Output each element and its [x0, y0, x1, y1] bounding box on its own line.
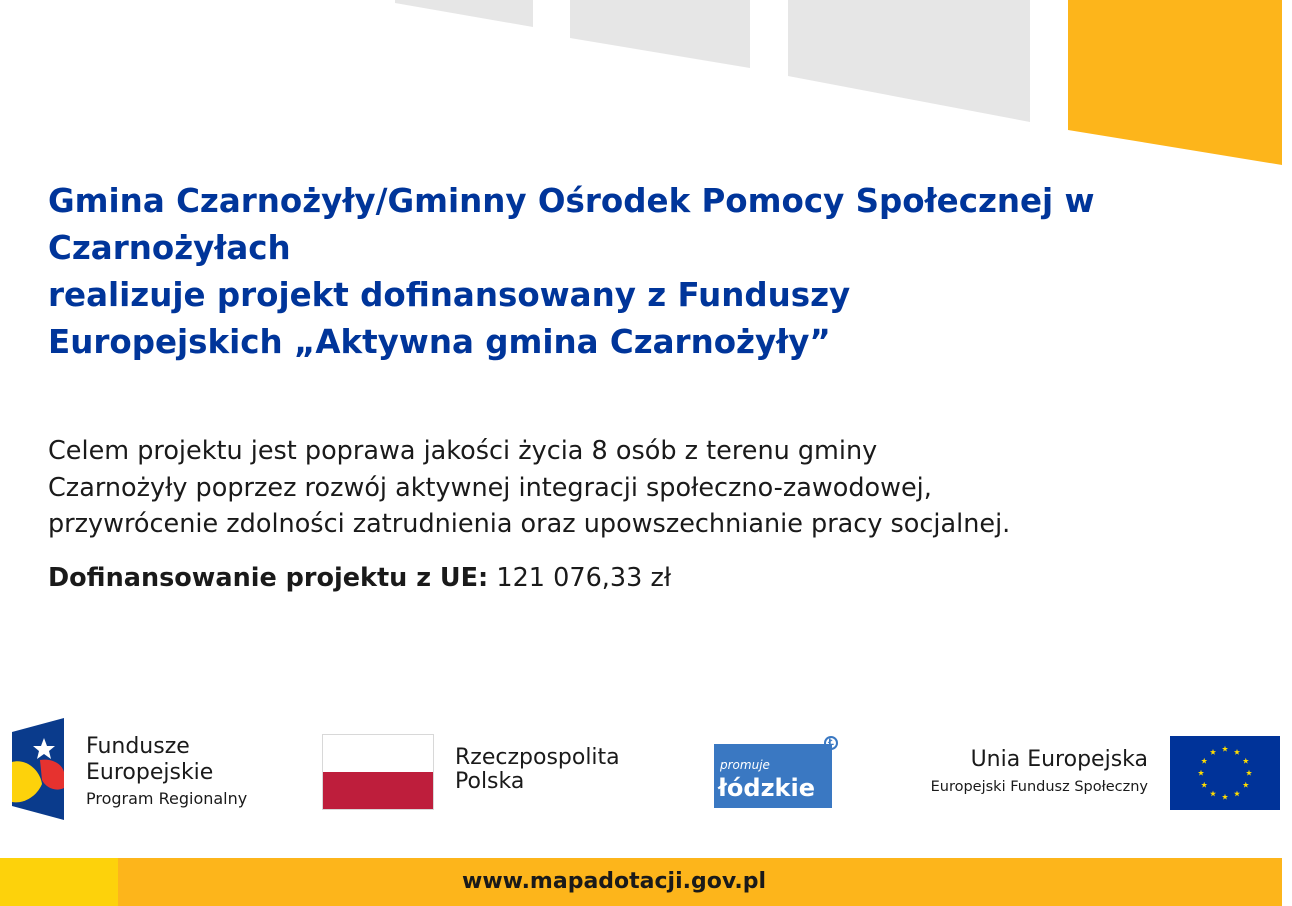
unia-europejska-text [880, 746, 1148, 800]
header-decoration [0, 0, 1292, 200]
funding-amount: 121 076,33 zł [496, 563, 672, 593]
lodzkie-big-text: łódzkie [718, 774, 816, 802]
decor-gray-panel-3 [788, 0, 1030, 122]
fe-line-1: Fundusze [86, 734, 190, 759]
rzeczpospolita-text [455, 746, 620, 794]
funding-info [48, 560, 671, 596]
fe-line-2: Europejskie [86, 760, 214, 785]
lodzkie-badge [714, 744, 832, 808]
description-line-1: Celem projektu jest poprawa jakości życia 8 osób z terenu gminy [48, 436, 878, 466]
title-line-4: Europejskich „Aktywna gmina Czarnożyły” [48, 323, 831, 361]
description-line-3: przywrócenie zdolności zatrudnienia oraz upowszechnianie pracy socjalnej. [48, 509, 1011, 539]
footer-url: www.mapadotacji.gov.pl [462, 869, 767, 894]
project-description [48, 433, 1258, 543]
rp-line-2: Polska [455, 769, 525, 794]
ue-line-2: Europejski Fundusz Społeczny [930, 779, 1148, 795]
rp-line-1: Rzeczpospolita [455, 745, 620, 770]
polish-flag-red [323, 772, 433, 809]
eu-flag-icon [1170, 736, 1280, 810]
decor-gray-panel-1 [395, 0, 533, 27]
lodzkie-small-text: promuje [720, 758, 770, 772]
description-line-2: Czarnożyły poprzez rozwój aktywnej integracji społeczno-zawodowej, [48, 472, 932, 503]
ue-line-1: Unia Europejska [970, 747, 1148, 772]
title-line-2: Czarnożyłach [48, 229, 291, 267]
polish-flag-white [323, 735, 433, 772]
footer-bar [0, 858, 1282, 906]
title-line-3: realizuje projekt dofinansowany z Funduszy [48, 276, 851, 314]
funding-label: Dofinansowanie projektu z UE: [48, 563, 489, 593]
decor-orange-panel [1068, 0, 1282, 165]
lodzkie-mark-icon: Ł [824, 736, 838, 750]
footer-yellow-accent [0, 858, 118, 906]
lodzkie-logo [714, 736, 838, 812]
project-title [48, 178, 1248, 366]
fundusze-europejskie-text [86, 734, 247, 812]
decor-gray-panel-2 [570, 0, 750, 68]
fundusze-europejskie-logo [12, 718, 64, 820]
title-line-1: Gmina Czarnożyły/Gminny Ośrodek Pomocy Społecznej w [48, 182, 1095, 220]
fe-line-3: Program Regionalny [86, 789, 248, 808]
polish-flag [322, 734, 434, 810]
